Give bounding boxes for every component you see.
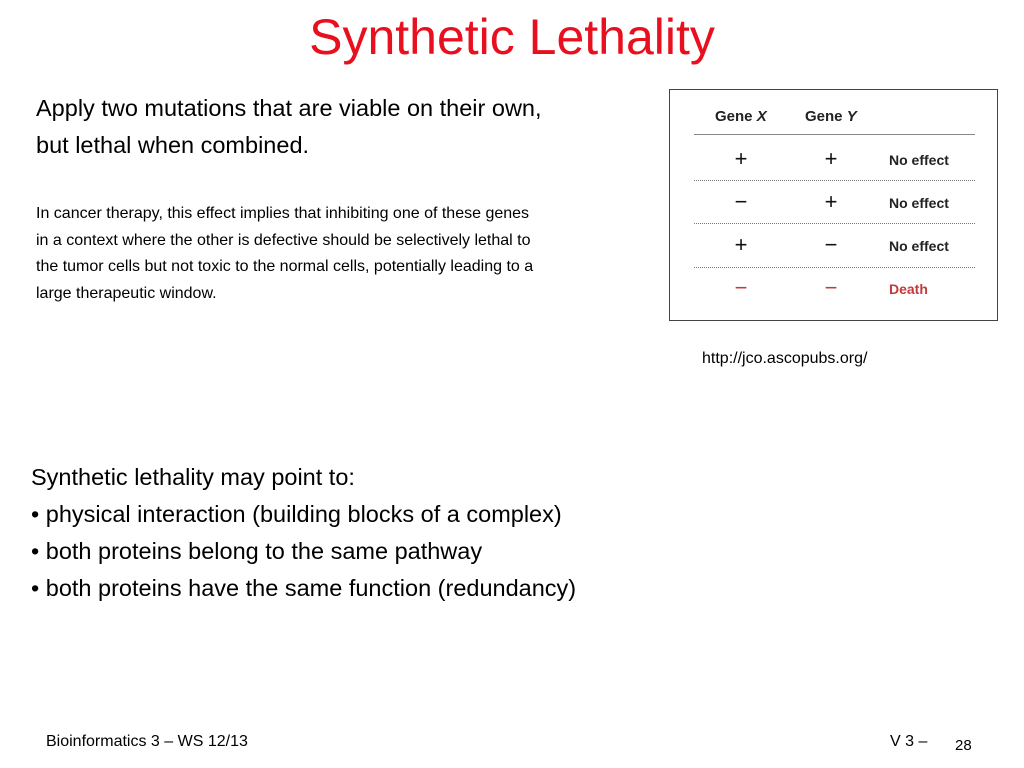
row-3-gene-x: + [734,232,748,257]
header-gene-y-var: Y [846,108,857,125]
header-gene-y [805,108,857,125]
row-1-gene-x: + [734,146,748,171]
paragraph-line-2: in a context where the other is defective should be selectively lethal to [36,231,531,249]
synthetic-lethality-table [669,89,998,321]
source-link[interactable]: http://jco.ascopubs.org/ [702,350,868,367]
row-divider [694,180,975,181]
row-1-gene-y: + [824,146,838,171]
row-2-gene-y: + [824,189,838,214]
list-item: • both proteins have the same function (redundancy) [31,575,577,601]
row-3-result: No effect [889,238,949,254]
row-divider [694,223,975,224]
row-4-result: Death [889,281,928,297]
slide-title: Synthetic Lethality [309,9,715,65]
paragraph-line-4: large therapeutic window. [36,284,217,302]
therapy-paragraph [36,201,676,307]
paragraph-line-3: the tumor cells but not toxic to the normal cells, potentially leading to a [36,258,534,275]
header-gene-x [715,108,767,125]
implications-heading: Synthetic lethality may point to: [31,464,355,490]
header-gene-x-prefix: Gene [715,108,757,125]
row-4-gene-y: − [824,275,838,300]
intro-text [36,90,676,164]
row-4-gene-x: − [734,275,748,300]
row-1-result: No effect [889,152,949,168]
row-3-gene-y: − [824,232,838,257]
intro-line-1: Apply two mutations that are viable on their own, [36,95,542,121]
list-item: • both proteins belong to the same pathway [31,538,483,564]
footer-lecture: V 3 – [890,733,928,750]
page-number: 28 [955,737,972,754]
header-divider [694,134,975,135]
row-2-gene-x: − [734,189,748,214]
row-2-result: No effect [889,195,949,211]
implications-list [31,459,731,607]
footer-course: Bioinformatics 3 – WS 12/13 [46,733,248,750]
header-gene-x-var: X [756,108,767,125]
row-divider [694,267,975,268]
header-gene-y-prefix: Gene [805,108,847,125]
list-item: • physical interaction (building blocks of a complex) [31,501,562,527]
paragraph-line-1: In cancer therapy, this effect implies that inhibiting one of these genes [36,205,530,222]
intro-line-2: but lethal when combined. [36,132,310,158]
